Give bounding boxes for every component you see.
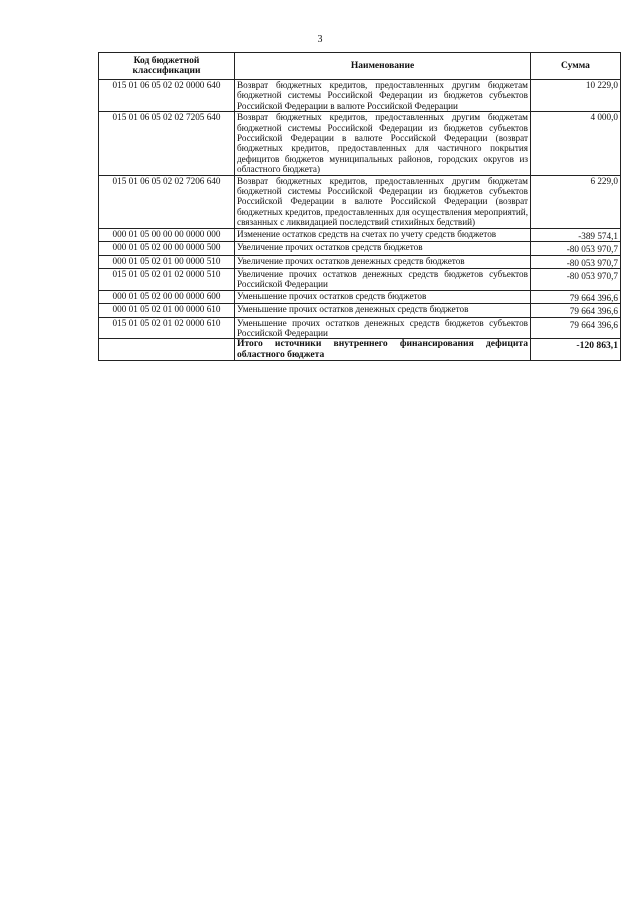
- row-sum: 79 664 396,6: [531, 290, 621, 303]
- row-code: 000 01 05 02 00 00 0000 500: [99, 242, 235, 255]
- row-sum: 10 229,0: [531, 80, 621, 112]
- row-code: 000 01 05 02 01 00 0000 510: [99, 255, 235, 268]
- table-row: [99, 242, 621, 255]
- table-row: [99, 80, 621, 112]
- row-code: 015 01 06 05 02 02 7205 640: [99, 112, 235, 175]
- row-name: Увеличение прочих остатков денежных средств бюджетов субъектов Российской Федерации: [235, 268, 531, 290]
- table-row: [99, 304, 621, 317]
- page-number: 3: [317, 34, 323, 45]
- header-name: Наименование: [235, 53, 531, 80]
- total-label: Итого источники внутреннего финансирования дефицита областного бюджета: [235, 339, 531, 361]
- row-sum: -389 574,1: [531, 228, 621, 241]
- row-sum: 4 000,0: [531, 112, 621, 175]
- table-row: [99, 290, 621, 303]
- row-code: 000 01 05 02 00 00 0000 600: [99, 290, 235, 303]
- row-code: 000 01 05 02 01 00 0000 610: [99, 304, 235, 317]
- total-sum: -120 863,1: [531, 339, 621, 361]
- row-name: Уменьшение прочих остатков средств бюджетов: [235, 290, 531, 303]
- table-row: [99, 255, 621, 268]
- table-row: [99, 228, 621, 241]
- row-name: Возврат бюджетных кредитов, предоставленных другим бюджетам бюджетной системы Российской Федерации из бюджетов субъектов Российской Федерации в валюте Российской Федерации: [235, 80, 531, 112]
- row-code: [99, 339, 235, 361]
- row-name: Возврат бюджетных кредитов, предоставленных другим бюджетам бюджетной системы Российской Федерации из бюджетов субъектов Российской Федерации в валюте Российской Федерации (возврат бюджетных кредитов, предоставленных для частичного покрытия дефицитов бюджетов муниципальных районов, городских округов из областного бюджета): [235, 112, 531, 175]
- row-name: Увеличение прочих остатков денежных средств бюджетов: [235, 255, 531, 268]
- row-code: 015 01 06 05 02 02 7206 640: [99, 175, 235, 228]
- table-row: [99, 268, 621, 290]
- row-name: Уменьшение прочих остатков денежных средств бюджетов субъектов Российской Федерации: [235, 317, 531, 339]
- table-row: [99, 175, 621, 228]
- header-sum: Сумма: [531, 53, 621, 80]
- table-row: [99, 112, 621, 175]
- row-sum: 79 664 396,6: [531, 304, 621, 317]
- row-sum: -80 053 970,7: [531, 255, 621, 268]
- row-code: 000 01 05 00 00 00 0000 000: [99, 228, 235, 241]
- row-name: Увеличение прочих остатков средств бюджетов: [235, 242, 531, 255]
- header-code: Код бюджетной классификации: [99, 53, 235, 80]
- row-sum: -80 053 970,7: [531, 242, 621, 255]
- budget-sources-table: [98, 52, 621, 361]
- row-code: 015 01 05 02 01 02 0000 610: [99, 317, 235, 339]
- row-sum: -80 053 970,7: [531, 268, 621, 290]
- table-header-row: [99, 53, 621, 80]
- row-sum: 6 229,0: [531, 175, 621, 228]
- row-name: Изменение остатков средств на счетах по учету средств бюджетов: [235, 228, 531, 241]
- row-name: Возврат бюджетных кредитов, предоставленных другим бюджетам бюджетной системы Российской Федерации из бюджетов субъектов Российской Федерации в валюте Российской Федерации (возврат бюджетных кредитов, предоставленных для осуществления мероприятий, связанных с ликвидацией последствий стихийных бедствий): [235, 175, 531, 228]
- table-row: [99, 317, 621, 339]
- row-code: 015 01 06 05 02 02 0000 640: [99, 80, 235, 112]
- row-sum: 79 664 396,6: [531, 317, 621, 339]
- row-name: Уменьшение прочих остатков денежных средств бюджетов: [235, 304, 531, 317]
- row-code: 015 01 05 02 01 02 0000 510: [99, 268, 235, 290]
- total-row: [99, 339, 621, 361]
